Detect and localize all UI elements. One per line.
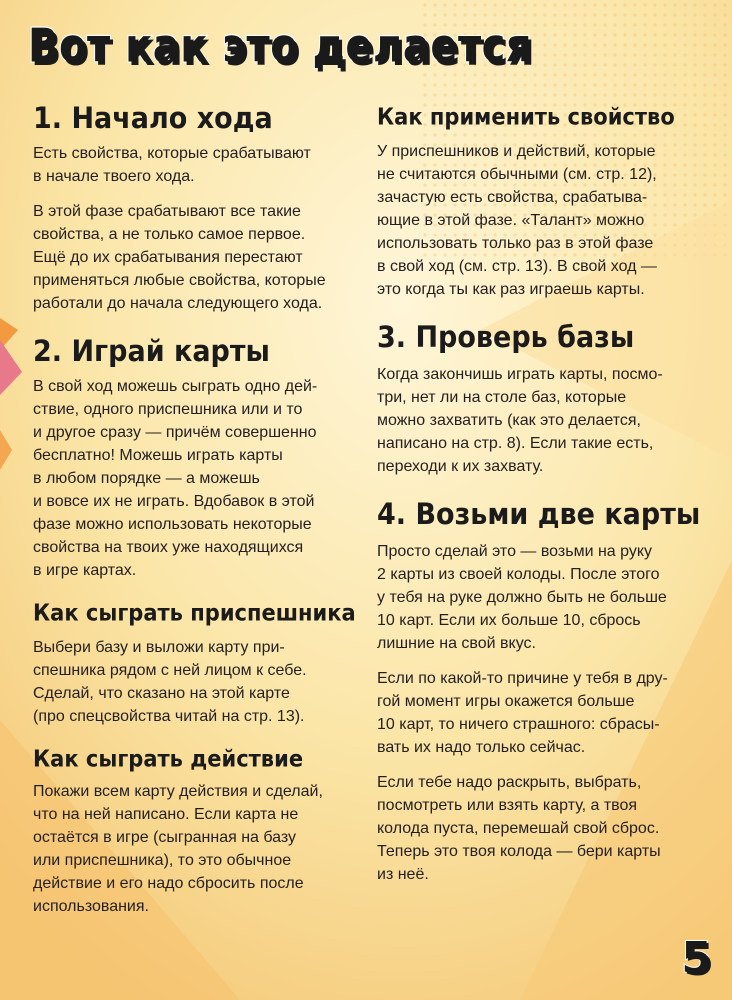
section-check-bases-heading: 3. Проверь базы: [377, 320, 635, 355]
draw-two-paragraph-1: Просто сделай это — возьми на руку 2 карты из своей колоды. После этого у тебя на руке должно быть не больше 10 карт. Если их больше 10, сбрось лишние на свой вкус.: [377, 543, 667, 652]
left-column: [33, 100, 363, 918]
section-play-cards-heading: 2. Играй карты: [33, 334, 270, 369]
right-column: [377, 100, 707, 886]
draw-two-paragraph-2: Если по какой-то причине у тебя в дру- гой момент игры окажется больше 10 карт, то ничего страшного: сбрасы- вать их надо только сейчас.: [377, 670, 668, 756]
section-draw-two-heading: 4. Возьми две карты: [377, 497, 701, 532]
subsection-play-action-heading: Как сыграть действие: [33, 745, 304, 773]
page-number: 5: [681, 933, 712, 984]
check-bases-paragraph: Когда закончишь играть карты, посмо- три, нет ли на столе баз, которые можно захватить (как это делается, написано на стр. 8). Если такие есть, переходи к их захвату.: [377, 366, 663, 475]
play-action-paragraph: Покажи всем карту действия и сделай, что на ней написано. Если карта не остаётся в игре (сыгранная на базу или приспешника), то это обычное действие и его надо сбросить после использования.: [33, 783, 323, 915]
use-ability-paragraph: У приспешников и действий, которые не считаются обычными (см. стр. 12), зачастую есть свойства, срабатыва- ющие в этой фазе. «Талант» можно использовать только раз в этой фазе в свой ход (см. стр. 13). В свой ход — это когда ты как раз играешь карты.: [377, 143, 657, 298]
start-of-turn-paragraph-2: В этой фазе срабатывают все такие свойства, а не только самое первое. Ещё до их срабатывания перестают применяться любые свойства, которые работали до начала следующего хода.: [33, 203, 326, 312]
subsection-play-minion-heading: Как сыграть приспешника: [33, 599, 356, 627]
play-minion-paragraph: Выбери базу и выложи карту при- спешника рядом с ней лицом к себе. Сделай, что сказано на этой карте (про спецсвойства читай на стр. 13).: [33, 639, 307, 725]
play-cards-paragraph: В свой ход можешь сыграть одно дей- ствие, одного приспешника или и то и другое сразу — причём совершенно бесплатно! Можешь играть карты в любом порядке — а можешь и вовсе их не играть. Вдобавок в этой фазе можно использовать некоторые свойства на твоих уже находящихся в игре картах.: [33, 378, 318, 579]
page-title: Вот как это делается: [28, 20, 533, 73]
subsection-use-ability-heading: Как применить свойство: [377, 103, 675, 131]
start-of-turn-paragraph-1: Есть свойства, которые срабатывают в начале твоего хода.: [33, 145, 311, 185]
draw-two-paragraph-3: Если тебе надо раскрыть, выбрать, посмотреть или взять карту, а твоя колода пуста, перемешай свой сброс. Теперь это твоя колода — бери карты из неё.: [377, 774, 661, 883]
section-start-of-turn-heading: 1. Начало хода: [33, 101, 273, 136]
